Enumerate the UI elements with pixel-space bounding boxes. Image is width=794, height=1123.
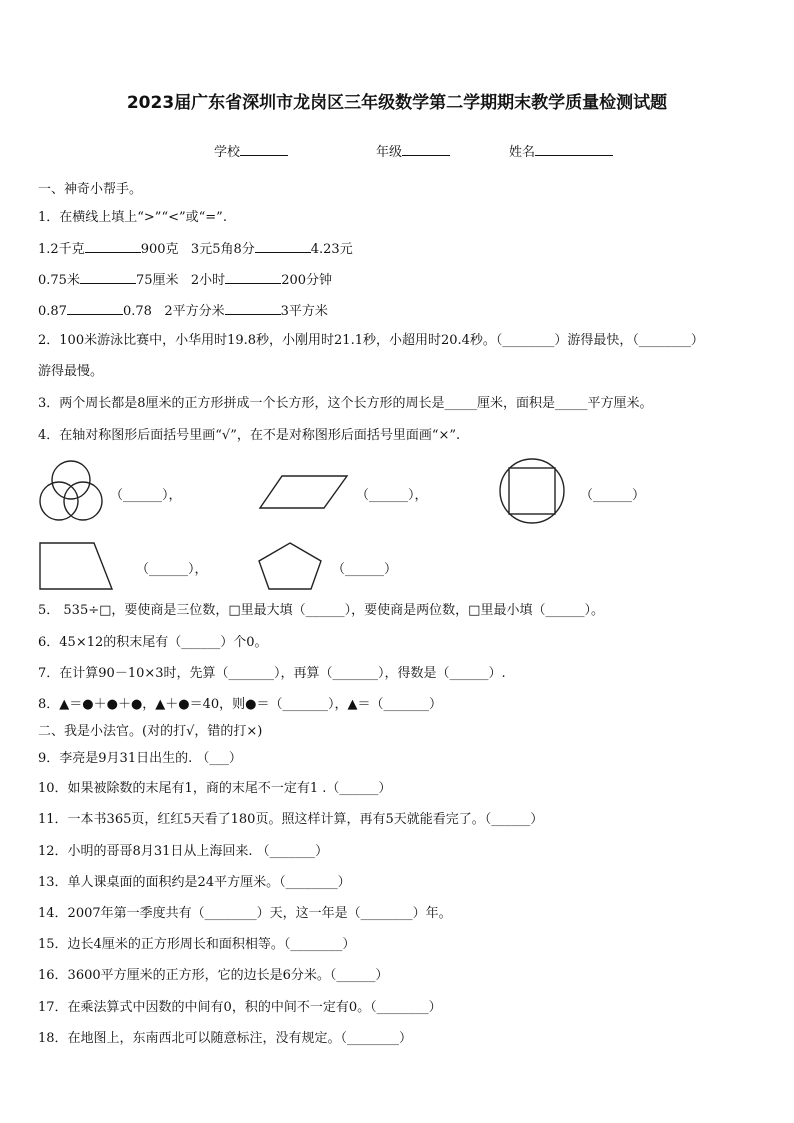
question-5: 5． 535÷□，要使商是三位数，□里最大填（______），要使商是两位数，□里最小填（______）。 bbox=[38, 603, 604, 618]
question-1-row-a: 1.2千克 900克 3元5角8分 4.23元 bbox=[38, 242, 353, 257]
school-label: 学校 bbox=[214, 145, 241, 160]
question-9: 9．李亮是9月31日出生的. （___） bbox=[38, 751, 242, 766]
grade-label: 年级 bbox=[376, 145, 403, 160]
question-8: 8．▲＝●＋●＋●，▲＋●＝40，则●＝（_______），▲＝（_______） bbox=[38, 697, 443, 712]
question-14: 14．2007年第一季度共有（________）天，这一年是（________）年。 bbox=[38, 906, 452, 921]
answer-blank[interactable] bbox=[80, 271, 136, 284]
question-7: 7．在计算90－10×3时，先算（_______），再算（_______），得数是（______）. bbox=[38, 666, 506, 681]
school-field[interactable] bbox=[214, 141, 288, 160]
answer-paren-1[interactable]: （______）， bbox=[110, 488, 182, 503]
answer-blank[interactable] bbox=[85, 240, 141, 253]
answer-blank[interactable] bbox=[225, 302, 281, 315]
question-15: 15．边长4厘米的正方形周长和面积相等。（________） bbox=[38, 937, 356, 952]
question-3: 3．两个周长都是8厘米的正方形拼成一个长方形，这个长方形的周长是_____厘米，面积是_____平方厘米。 bbox=[38, 396, 653, 411]
answer-blank[interactable] bbox=[255, 240, 311, 253]
question-13: 13．单人课桌面的面积约是24平方厘米。（________） bbox=[38, 875, 351, 890]
pentagon-figure bbox=[256, 541, 324, 591]
answer-paren-2[interactable]: （______）， bbox=[356, 488, 428, 503]
question-10: 10．如果被除数的末尾有1，商的末尾不一定有1 .（______） bbox=[38, 781, 392, 796]
question-1-row-b: 0.75米 75厘米 2小时 200分钟 bbox=[38, 273, 333, 288]
name-field[interactable] bbox=[509, 141, 613, 160]
parallelogram-figure bbox=[258, 474, 350, 510]
question-6: 6．45×12的积末尾有（______）个0。 bbox=[38, 635, 268, 650]
page-title: 2023届广东省深圳市龙岗区三年级数学第二学期期末教学质量检测试题 bbox=[126, 93, 668, 113]
answer-paren-3[interactable]: （______） bbox=[580, 488, 646, 503]
question-2-continued: 游得最慢。 bbox=[38, 364, 104, 379]
question-1: 1．在横线上填上“>”“<”或“=”. bbox=[38, 210, 227, 225]
question-2: 2．100米游泳比赛中，小华用时19.8秒，小刚用时21.1秒，小超用时20.4秒。（________）游得最快，（________） bbox=[38, 333, 704, 348]
answer-blank[interactable] bbox=[225, 271, 281, 284]
question-18: 18．在地图上，东南西北可以随意标注，没有规定。（________） bbox=[38, 1031, 413, 1046]
trapezoid-figure bbox=[38, 541, 114, 591]
answer-paren-4[interactable]: （______）， bbox=[136, 562, 208, 577]
question-17: 17．在乘法算式中因数的中间有0，积的中间不一定有0。（________） bbox=[38, 1000, 442, 1015]
section-1-heading: 一、神奇小帮手。 bbox=[38, 182, 143, 197]
question-16: 16．3600平方厘米的正方形，它的边长是6分米。（______） bbox=[38, 968, 389, 983]
question-1-row-c: 0.87 0.78 2平方分米 3平方米 bbox=[38, 304, 328, 319]
three-circles-figure bbox=[38, 457, 104, 525]
question-11: 11．一本书365页，红红5天看了180页。照这样计算，再有5天就能看完了。（______） bbox=[38, 812, 544, 827]
answer-paren-5[interactable]: （______） bbox=[332, 562, 398, 577]
question-12: 12．小明的哥哥8月31日从上海回来. （_______） bbox=[38, 844, 329, 859]
answer-blank[interactable] bbox=[67, 302, 123, 315]
section-2-heading: 二、我是小法官。(对的打√，错的打×) bbox=[38, 724, 263, 739]
question-4: 4．在轴对称图形后面括号里画“√”，在不是对称图形后面括号里面画“×”. bbox=[38, 428, 461, 443]
name-label: 姓名 bbox=[509, 145, 536, 160]
grade-field[interactable] bbox=[376, 141, 450, 160]
square-in-circle-figure bbox=[498, 457, 566, 525]
